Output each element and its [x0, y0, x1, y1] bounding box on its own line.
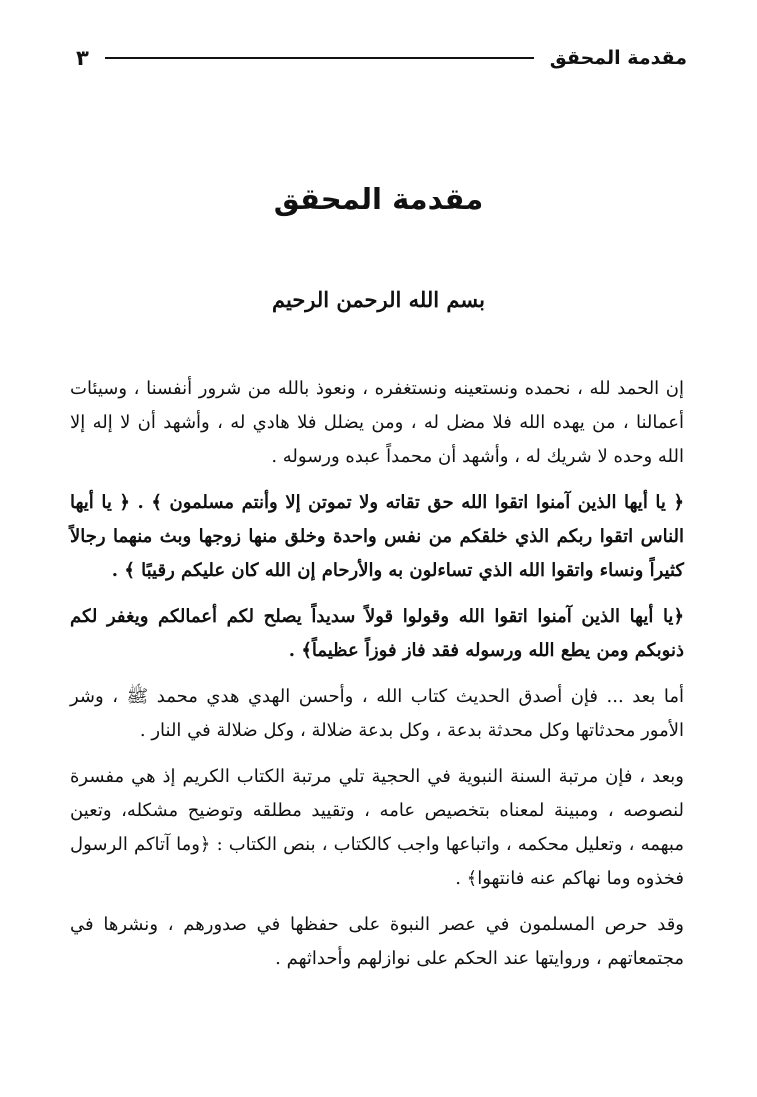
paragraph-preservation: وقد حرص المسلمون في عصر النبوة على حفظها في صدورهم ، ونشرها في مجتمعاتهم ، وروايتها عند الحكم على نوازلهم وأحداثهم .: [70, 914, 684, 969]
paragraph-opening: إن الحمد لله ، نحمده ونستعينه ونستغفره ، ونعوذ بالله من شرور أنفسنا ، وسيئات أعمالنا ، من يهده الله فلا مضل له ، ومن يضلل فلا هادي له ، وأشهد أن لا إله إلا الله وحده لا شريك له ، وأشهد أن محمداً عبده ورسوله .: [70, 378, 684, 467]
paragraph-amma-baad: أما بعد ... فإن أصدق الحديث كتاب الله ، وأحسن الهدي هدي محمد ﷺ ، وشر الأمور محدثاتها وكل محدثة بدعة ، وكل بدعة ضلالة ، وكل ضلالة في النار .: [70, 686, 684, 741]
paragraph-verses-1: ﴿ يا أيها الذين آمنوا اتقوا الله حق تقاته ولا تموتن إلا وأنتم مسلمون ﴾ . ﴿ يا أيها الناس اتقوا ربكم الذي خلقكم من نفس واحدة وخلق منها زوجها وبث منهما رجالاً كثيراً ونساء واتقوا الله الذي تساءلون به والأرحام إن الله كان عليكم رقيبًا ﴾ .: [70, 492, 684, 581]
page-number: ٣: [76, 46, 89, 70]
chapter-title: مقدمة المحقق: [273, 182, 484, 216]
basmala: بسم الله الرحمن الرحيم: [272, 287, 485, 312]
paragraph-verses-2: ﴿يا أيها الذين آمنوا اتقوا الله وقولوا قولاً سديداً يصلح لكم أعمالكم ويغفر لكم ذنوبكم ومن يطع الله ورسوله فقد فاز فوزاً عظيماً﴾ .: [70, 606, 684, 661]
body-text: [70, 372, 684, 988]
header-rule: [105, 57, 534, 59]
paragraph-sunnah-rank: وبعد ، فإن مرتبة السنة النبوية في الحجية تلي مرتبة الكتاب الكريم إذ هي مفسرة لنصوصه ، ومبينة لمعناه بتخصيص عامه ، وتقييد مطلقه وتوضيح مشكله، وتعين مبهمه ، وتعليل محكمه ، واتباعها واجب كالكتاب ، بنص الكتاب : ﴿وما آتاكم الرسول فخذوه وما نهاكم عنه فانتهوا﴾ .: [70, 766, 684, 889]
running-title: مقدمة المحقق: [549, 47, 687, 69]
running-header: [76, 40, 687, 76]
